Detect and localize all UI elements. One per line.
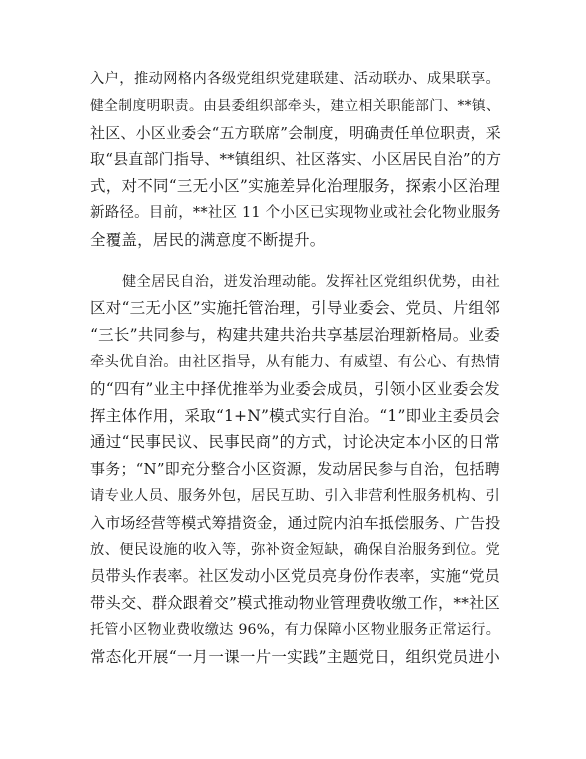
text-line: 的“四有”业主中择优推举为业委会成员，引领小区业委会发 bbox=[90, 379, 500, 398]
text-line: 放、便民设施的收入等，弥补资金短缺，确保自治服务到位。党 bbox=[90, 541, 500, 558]
text-line: “三长”共同参与，构建共建共治共享基层治理新格局。业委 bbox=[90, 326, 500, 345]
text-line: 社区、小区业委会“五方联席”会制度，明确责任单位职责，采 bbox=[90, 123, 501, 142]
paragraph-2 bbox=[90, 269, 500, 671]
text-line: 区对“三无小区”实施托管治理，引导业委会、党员、片组邻 bbox=[90, 299, 500, 318]
text-line: 带头交、群众跟着交”模式推动物业管理费收缴工作，**社区 bbox=[90, 594, 500, 613]
text-line: 入户，推动网格内各级党组织党建联建、活动联办、成果联享。 bbox=[90, 71, 500, 87]
text-line: 请专业人员、服务外包，居民互助、引入非营利性服务机构、引 bbox=[90, 487, 500, 504]
text-line: 入市场经营等模式筹措资金，通过院内泊车抵偿服务、广告投 bbox=[90, 513, 501, 532]
text-line: 健全制度明职责。由县委组织部牵头，建立相关职能部门、**镇、 bbox=[90, 97, 500, 114]
text-line: 取“县直部门指导、**镇组织、社区落实、小区居民自治”的方 bbox=[90, 150, 502, 169]
text-line: 常态化开展“一月一课一片一实践”主题党日，组织党员进小 bbox=[90, 647, 500, 666]
text-line: 式，对不同“三无小区”实施差异化治理服务，探索小区治理 bbox=[90, 177, 500, 196]
text-line: 挥主体作用，采取“1+N”模式实行自治。“1”即业主委员会 bbox=[90, 406, 500, 425]
text-line: 牵头优自治。由社区指导，从有能力、有威望、有公心、有热情 bbox=[90, 353, 500, 370]
text-line: 托管小区物业费收缴达 96%，有力保障小区物业服务正常运行。 bbox=[90, 621, 500, 638]
text-line: 新路径。目前，**社区 11 个小区已实现物业或社会化物业服务 bbox=[90, 204, 501, 221]
text-line: 全覆盖，居民的满意度不断提升。 bbox=[90, 230, 326, 249]
document-body bbox=[90, 66, 500, 671]
text-line: 事务；“N”即充分整合小区资源，发动居民参与自治，包括聘 bbox=[90, 460, 500, 479]
paragraph-1 bbox=[90, 66, 500, 254]
text-line: 健全居民自治，迸发治理动能。发挥社区党组织优势，由社 bbox=[122, 273, 500, 290]
text-line: 通过“民事民议、民事民商”的方式，讨论决定本小区的日常 bbox=[90, 433, 500, 452]
text-line: 员带头作表率。社区发动小区党员亮身份作表率，实施“党员 bbox=[90, 567, 500, 586]
